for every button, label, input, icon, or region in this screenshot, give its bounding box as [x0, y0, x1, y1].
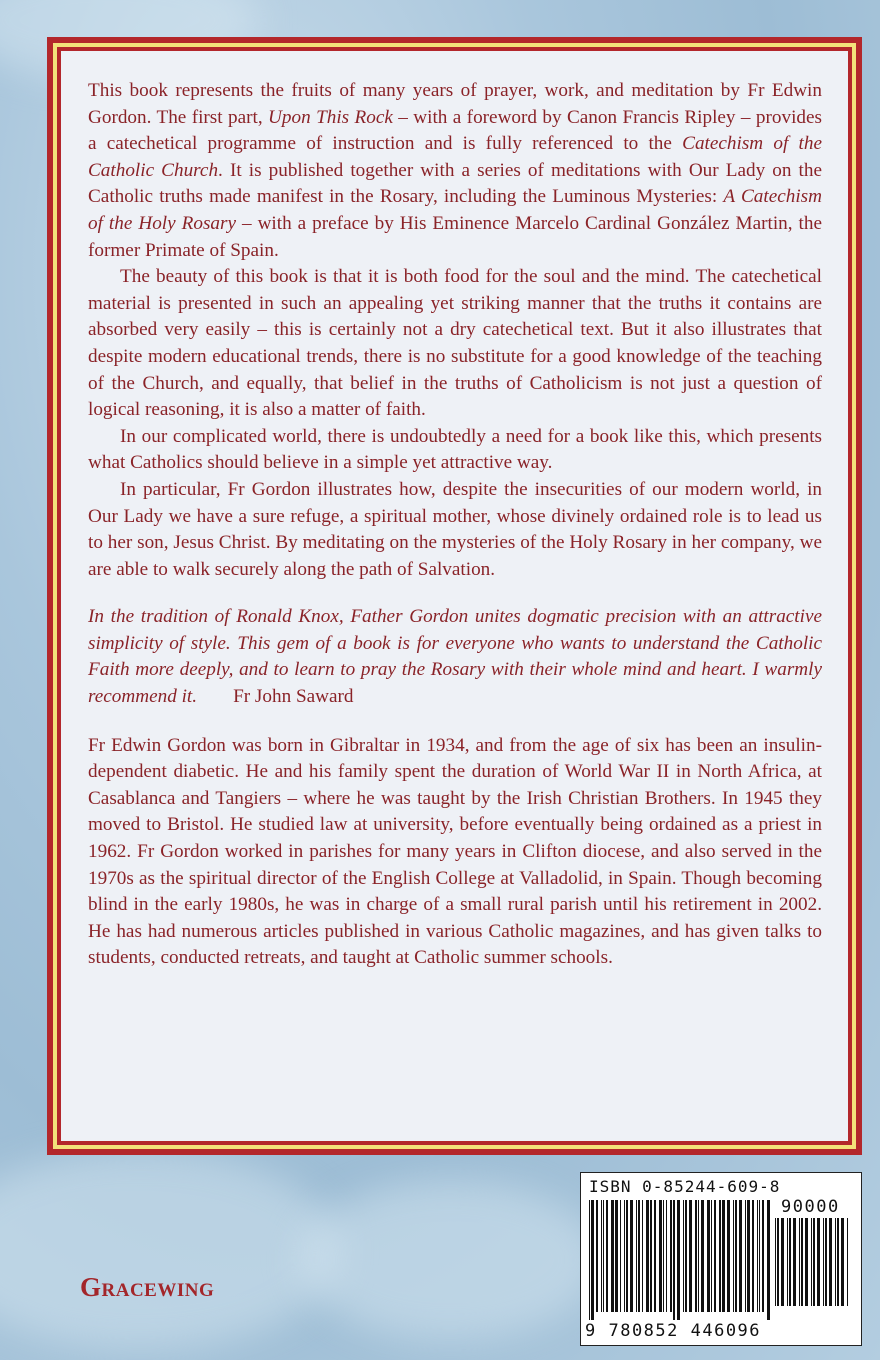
addon-digits: 90000 — [781, 1197, 840, 1217]
barcode-bar — [777, 1218, 779, 1306]
barcode-bar — [603, 1200, 604, 1312]
barcode-bar — [789, 1218, 791, 1306]
barcode-bar — [670, 1200, 672, 1312]
barcode-bar — [745, 1200, 746, 1312]
barcode-bar — [719, 1200, 721, 1312]
barcode-bar — [683, 1200, 684, 1312]
barcode-bar — [793, 1218, 796, 1306]
barcode-bar — [757, 1200, 758, 1312]
endorsement-quote — [88, 604, 822, 710]
barcode-bar — [689, 1200, 692, 1312]
barcode-bar — [601, 1200, 602, 1312]
blurb-paragraph-1 — [88, 78, 822, 264]
barcode-bar — [615, 1200, 618, 1312]
barcode-bar — [596, 1200, 598, 1312]
barcode-bar — [711, 1200, 712, 1312]
barcode-bar — [747, 1200, 750, 1312]
barcode-bar — [654, 1200, 656, 1312]
barcode-bar — [739, 1200, 742, 1312]
barcode-bar — [630, 1200, 633, 1312]
blurb-paragraph-3: In our complicated world, there is undoubtedly a need for a book like this, which presents what Catholics should believe in a simple yet attractive way. — [88, 425, 822, 474]
italic-title-run: A Catechism of the Holy Rosary — [88, 186, 822, 234]
barcode-bar — [714, 1200, 716, 1312]
blurb-paragraph-2: The beauty of this book is that it is both food for the soul and the mind. The catechetical material is presented in such an appealing yet striking manner that the truths it contains are absorbed very easily – this is certainly not a dry catechetical text. But it also illustrates that despite modern educational trends, there is no substitute for a good knowledge of the teaching of the Church, and equally, that belief in the truths of Catholicism is not just a question of logical reasoning, it is also a matter of faith. — [88, 266, 822, 421]
barcode-bar — [787, 1218, 788, 1306]
barcode-bar — [733, 1200, 734, 1312]
barcode-bar — [759, 1200, 760, 1312]
ean-barcode-bars — [589, 1200, 771, 1320]
text-run: – with a foreword by Canon Francis Ripley – provides a catechetical programme of instruction and is fully referenced to the — [88, 106, 822, 155]
barcode-bar — [722, 1200, 725, 1312]
cloud-decoration — [0, 1150, 340, 1350]
text-run: This book represents the fruits of many years of prayer, work, and meditation by Fr Edwin Gordon. The first part, — [88, 80, 822, 128]
cloud-decoration — [300, 1180, 600, 1340]
barcode-bar — [837, 1218, 839, 1306]
barcode-bar — [781, 1218, 784, 1306]
barcode-bar — [817, 1218, 820, 1306]
publisher-logo: Gracewing — [80, 1272, 215, 1302]
barcode-bar — [624, 1200, 625, 1312]
text-run: . It is published together with a series of meditations with Our Lady on the Catholic truths made manifest in the Rosary, including the Luminous Mysteries: — [88, 159, 822, 208]
barcode-bar — [589, 1200, 590, 1320]
isbn-barcode — [580, 1172, 862, 1346]
barcode-bar — [805, 1218, 808, 1306]
barcode-bar — [673, 1200, 675, 1320]
barcode-bar — [775, 1218, 776, 1306]
barcode-bar — [606, 1200, 608, 1312]
barcode-bar — [685, 1200, 687, 1312]
barcode-bar — [677, 1200, 680, 1320]
barcode-bar — [823, 1218, 824, 1306]
barcode-bar — [695, 1200, 697, 1312]
barcode-bar — [835, 1218, 836, 1306]
blurb-paragraph-4: In particular, Fr Gordon illustrates how, despite the insecurities of our modern world, in Our Lady we have a sure refuge, a spiritual mother, whose divinely ordained role is to lead us to her son, Jesus Christ. By meditating on the mysteries of the Holy Rosary in her company, we are able to walk securely along the path of Salvation. — [88, 478, 822, 580]
barcode-bar — [707, 1200, 710, 1312]
barcode-bar — [762, 1200, 764, 1312]
barcode-bar — [663, 1200, 664, 1312]
barcode-bar — [752, 1200, 754, 1312]
ean-digits: 9 780852 446096 — [585, 1321, 762, 1341]
barcode-bar — [591, 1200, 594, 1320]
barcode-bar — [626, 1200, 628, 1312]
author-biography: Fr Edwin Gordon was born in Gibraltar in 1934, and from the age of six has been an insulin-dependent diabetic. He and his family spent the duration of World War II in North Africa, at Casablanca and Tangiers – where he was taught by the Irish Christian Brothers. In 1945 they moved to Bristol. He studied law at university, before eventually being ordained as a priest in 1962. Fr Gordon worked in parishes for many years in Clifton diocese, and also served in the 1970s as the spiritual director of the English College at Valladolid, in Spain. Though becoming blind in the early 1980s, he was in charge of a small rural parish until his retirement in 2002. He has had numerous articles published in various Catholic magazines, and has given talks to students, conducted retreats, and taught at Catholic summer schools. — [88, 734, 822, 969]
barcode-bar — [646, 1200, 649, 1312]
barcode-bar — [801, 1218, 803, 1306]
addon-barcode-bars — [775, 1218, 855, 1318]
barcode-bar — [698, 1200, 699, 1312]
barcode-bar — [650, 1200, 652, 1312]
endorsement-text: In the tradition of Ronald Knox, Father Gordon unites dogmatic precision with an attractive simplicity of style. This gem of a book is for everyone who wants to understand the Catholic Faith more deeply, and to learn to pray the Rosary with their whole mind and heart. I warmly recommend it. — [88, 606, 822, 708]
barcode-bar — [701, 1200, 704, 1312]
barcode-bar — [727, 1200, 730, 1312]
barcode-bar — [811, 1218, 812, 1306]
blurb-text — [88, 78, 822, 972]
barcode-bar — [829, 1218, 832, 1306]
barcode-bar — [636, 1200, 637, 1312]
barcode-bar — [659, 1200, 662, 1312]
text-run: – with a preface by His Eminence Marcelo Cardinal González Martin, the former Primate of Spain. — [88, 212, 822, 261]
barcode-bar — [666, 1200, 667, 1312]
barcode-bar — [825, 1218, 827, 1306]
barcode-bar — [642, 1200, 643, 1312]
italic-title-run: Upon This Rock — [268, 106, 393, 128]
barcode-bar — [735, 1200, 737, 1312]
endorsement-attribution: Fr John Saward — [233, 686, 354, 708]
barcode-bar — [620, 1200, 621, 1312]
barcode-bar — [847, 1218, 848, 1306]
barcode-bar — [841, 1218, 844, 1306]
barcode-bar — [799, 1218, 800, 1306]
barcode-bar — [767, 1200, 770, 1320]
isbn-label: ISBN 0-85244-609-8 — [589, 1177, 781, 1196]
italic-title-run: Catechism of the Catholic Church — [88, 133, 822, 181]
barcode-bar — [638, 1200, 640, 1312]
barcode-bar — [813, 1218, 815, 1306]
barcode-bar — [611, 1200, 614, 1312]
